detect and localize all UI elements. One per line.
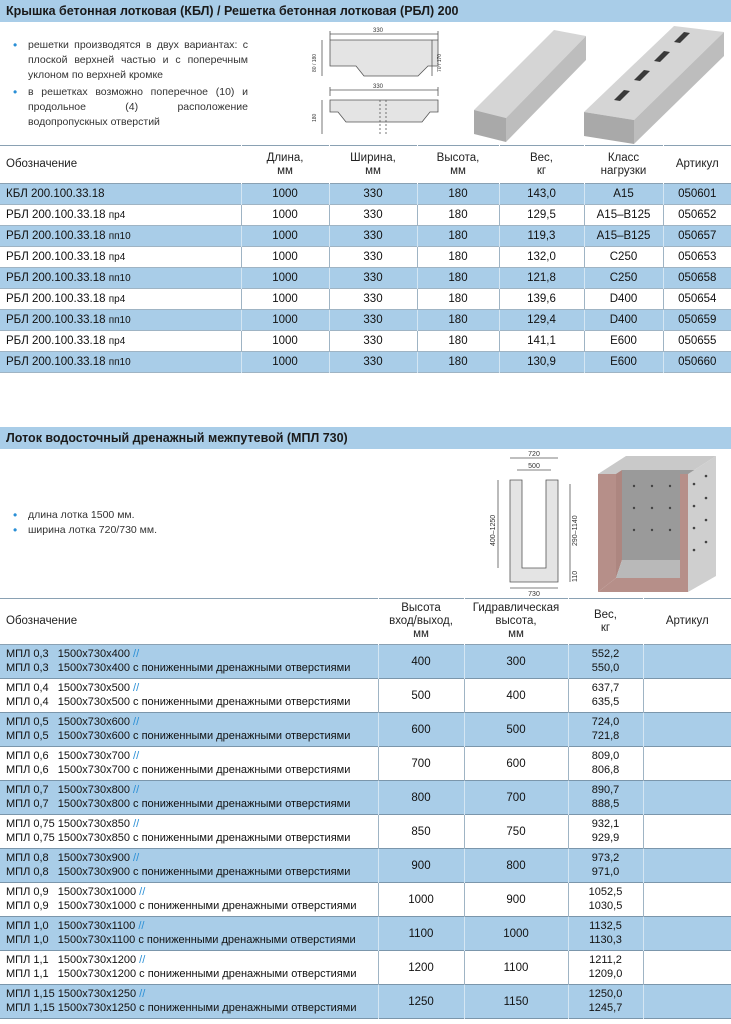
cell-article bbox=[643, 985, 731, 1019]
table-row bbox=[0, 268, 731, 289]
cell-length: 1000 bbox=[241, 289, 329, 310]
col-length: Длина, мм bbox=[241, 146, 329, 184]
cell-article bbox=[643, 781, 731, 815]
cell-height: 180 bbox=[417, 247, 499, 268]
cell-length: 1000 bbox=[241, 184, 329, 205]
top-width-dim: 720 bbox=[528, 451, 540, 458]
top-width-dim: 330 bbox=[372, 28, 384, 34]
table-header-row bbox=[0, 599, 731, 645]
cell-width: 330 bbox=[329, 289, 417, 310]
cell-article: 050655 bbox=[663, 331, 731, 352]
col-height: Высота вход/выход, мм bbox=[378, 599, 464, 645]
bottom-left-dim: 180 bbox=[312, 113, 318, 122]
cell-height: 180 bbox=[417, 331, 499, 352]
cell-width: 330 bbox=[329, 352, 417, 373]
section1-title: Крышка бетонная лотковая (КБЛ) / Решетка бетонная лотковая (РБЛ) 200 bbox=[0, 0, 731, 22]
cell-designation: МПЛ 0,8 1500х730х900 // МПЛ 0,8 1500х730х900 с пониженными дренажными отверстиями bbox=[0, 849, 378, 883]
cell-height: 180 bbox=[417, 310, 499, 331]
cell-height: 700 bbox=[378, 747, 464, 781]
channel-spec-table bbox=[0, 598, 731, 1019]
cell-class: E600 bbox=[584, 352, 663, 373]
cell-height: 600 bbox=[378, 713, 464, 747]
cell-length: 1000 bbox=[241, 331, 329, 352]
cell-class: E600 bbox=[584, 331, 663, 352]
cell-designation: РБЛ 200.100.33.18 пп10 bbox=[0, 310, 241, 331]
cell-class: C250 bbox=[584, 247, 663, 268]
cell-designation: МПЛ 0,3 1500х730х400 // МПЛ 0,3 1500х730х400 с пониженными дренажными отверстиями bbox=[0, 645, 378, 679]
col-article: Артикул bbox=[663, 146, 731, 184]
cell-weight: 139,6 bbox=[499, 289, 584, 310]
cell-height: 180 bbox=[417, 205, 499, 226]
col-article: Артикул bbox=[643, 599, 731, 645]
cell-designation: КБЛ 200.100.33.18 bbox=[0, 184, 241, 205]
cell-weight: 809,0 806,8 bbox=[568, 747, 643, 781]
bullet-item: • решетки производятся в двух вариантах: с плоской верхней частью и с поперечным уклоном по верхней кромке bbox=[13, 38, 248, 81]
cell-article: 050652 bbox=[663, 205, 731, 226]
cell-designation: РБЛ 200.100.33.18 пп10 bbox=[0, 352, 241, 373]
col-width: Ширина, мм bbox=[329, 146, 417, 184]
cell-class: C250 bbox=[584, 268, 663, 289]
cell-weight: 552,2 550,0 bbox=[568, 645, 643, 679]
bullet-item: • ширина лотка 720/730 мм. bbox=[13, 523, 158, 537]
table-row bbox=[0, 226, 731, 247]
cell-width: 330 bbox=[329, 247, 417, 268]
table-row bbox=[0, 713, 731, 747]
channel-section-drawing bbox=[486, 450, 582, 596]
section2-bullets bbox=[8, 508, 248, 538]
cell-width: 330 bbox=[329, 226, 417, 247]
cell-class: A15–B125 bbox=[584, 205, 663, 226]
table-row bbox=[0, 985, 731, 1019]
cell-hydraulic-height: 1000 bbox=[464, 917, 568, 951]
col-height: Высота, мм bbox=[417, 146, 499, 184]
cell-designation: МПЛ 1,1 1500х730х1200 // МПЛ 1,1 1500х730х1200 с пониженными дренажными отверстиями bbox=[0, 951, 378, 985]
cell-weight: 973,2 971,0 bbox=[568, 849, 643, 883]
cell-weight: 637,7 635,5 bbox=[568, 679, 643, 713]
cell-designation: РБЛ 200.100.33.18 пр4 bbox=[0, 205, 241, 226]
cell-length: 1000 bbox=[241, 352, 329, 373]
cell-height: 400 bbox=[378, 645, 464, 679]
bullet-dot-icon: • bbox=[13, 38, 18, 52]
cell-designation: МПЛ 1,0 1500х730х1100 // МПЛ 1,0 1500х730х1100 с пониженными дренажными отверстиями bbox=[0, 917, 378, 951]
table-row bbox=[0, 815, 731, 849]
grate-3d-image bbox=[578, 22, 730, 146]
cell-article: 050659 bbox=[663, 310, 731, 331]
bottom-height-dim: 110 bbox=[572, 570, 579, 582]
inner-width-dim: 500 bbox=[528, 463, 540, 470]
cell-article bbox=[643, 679, 731, 713]
cell-hydraulic-height: 500 bbox=[464, 713, 568, 747]
cell-weight: 121,8 bbox=[499, 268, 584, 289]
cell-weight: 129,4 bbox=[499, 310, 584, 331]
cell-weight: 932,1 929,9 bbox=[568, 815, 643, 849]
cell-weight: 890,7 888,5 bbox=[568, 781, 643, 815]
section1-bullets bbox=[8, 38, 248, 130]
cell-height: 1200 bbox=[378, 951, 464, 985]
cell-article: 050601 bbox=[663, 184, 731, 205]
cell-hydraulic-height: 1100 bbox=[464, 951, 568, 985]
cell-hydraulic-height: 900 bbox=[464, 883, 568, 917]
cell-article: 050653 bbox=[663, 247, 731, 268]
cell-length: 1000 bbox=[241, 268, 329, 289]
cell-weight: 1211,2 1209,0 bbox=[568, 951, 643, 985]
table-row bbox=[0, 645, 731, 679]
cell-weight: 119,3 bbox=[499, 226, 584, 247]
top-left-dim: 80 / 180 bbox=[312, 53, 318, 72]
bottom-width-dim: 330 bbox=[372, 84, 384, 90]
cell-height: 180 bbox=[417, 289, 499, 310]
cell-designation: МПЛ 0,75 1500х730х850 // МПЛ 0,75 1500х730х850 с пониженными дренажными отверстиями bbox=[0, 815, 378, 849]
cell-article bbox=[643, 645, 731, 679]
cell-weight: 1250,0 1245,7 bbox=[568, 985, 643, 1019]
cell-length: 1000 bbox=[241, 226, 329, 247]
cell-weight: 132,0 bbox=[499, 247, 584, 268]
cell-designation: МПЛ 0,5 1500х730х600 // МПЛ 0,5 1500х730х600 с пониженными дренажными отверстиями bbox=[0, 713, 378, 747]
table-row bbox=[0, 247, 731, 268]
table-row bbox=[0, 781, 731, 815]
col-class: Класс нагрузки bbox=[584, 146, 663, 184]
top-right-dim: 70 / 170 bbox=[437, 53, 443, 72]
cell-class: D400 bbox=[584, 310, 663, 331]
cell-hydraulic-height: 750 bbox=[464, 815, 568, 849]
bullet-item: • в решетках возможно поперечное (10) и продольное (4) расположение водопропускных отверстий bbox=[13, 85, 248, 128]
cell-weight: 143,0 bbox=[499, 184, 584, 205]
table-row bbox=[0, 289, 731, 310]
cell-designation: МПЛ 0,6 1500х730х700 // МПЛ 0,6 1500х730х700 с пониженными дренажными отверстиями bbox=[0, 747, 378, 781]
cover-3d-image bbox=[470, 26, 588, 144]
table-row bbox=[0, 352, 731, 373]
section2-title: Лоток водосточный дренажный межпутевой (МПЛ 730) bbox=[0, 427, 731, 449]
cell-length: 1000 bbox=[241, 247, 329, 268]
col-weight: Вес, кг bbox=[568, 599, 643, 645]
table-row bbox=[0, 310, 731, 331]
table-row bbox=[0, 917, 731, 951]
cell-height: 180 bbox=[417, 184, 499, 205]
table-header-row bbox=[0, 146, 731, 184]
cell-width: 330 bbox=[329, 205, 417, 226]
cell-designation: РБЛ 200.100.33.18 пр4 bbox=[0, 289, 241, 310]
cell-article: 050657 bbox=[663, 226, 731, 247]
cell-article bbox=[643, 917, 731, 951]
bullet-dot-icon: • bbox=[13, 85, 18, 99]
grate-spec-table bbox=[0, 145, 731, 373]
cell-width: 330 bbox=[329, 310, 417, 331]
channel-3d-image bbox=[594, 450, 720, 596]
cell-designation: РБЛ 200.100.33.18 пр4 bbox=[0, 247, 241, 268]
cell-article bbox=[643, 883, 731, 917]
table-row bbox=[0, 849, 731, 883]
cell-designation: МПЛ 0,4 1500х730х500 // МПЛ 0,4 1500х730х500 с пониженными дренажными отверстиями bbox=[0, 679, 378, 713]
cell-designation: РБЛ 200.100.33.18 пп10 bbox=[0, 226, 241, 247]
cell-article bbox=[643, 713, 731, 747]
cell-weight: 724,0 721,8 bbox=[568, 713, 643, 747]
cell-hydraulic-height: 800 bbox=[464, 849, 568, 883]
table-row bbox=[0, 205, 731, 226]
cell-class: A15 bbox=[584, 184, 663, 205]
cell-height: 180 bbox=[417, 226, 499, 247]
cell-designation: РБЛ 200.100.33.18 пп10 bbox=[0, 268, 241, 289]
cell-height: 1250 bbox=[378, 985, 464, 1019]
cell-article: 050658 bbox=[663, 268, 731, 289]
table-row bbox=[0, 679, 731, 713]
bullet-item: • длина лотка 1500 мм. bbox=[13, 508, 135, 522]
bullet-dot-icon: • bbox=[13, 508, 18, 522]
cell-height: 180 bbox=[417, 268, 499, 289]
bullet-dot-icon: • bbox=[13, 523, 18, 537]
cell-length: 1000 bbox=[241, 205, 329, 226]
cell-hydraulic-height: 600 bbox=[464, 747, 568, 781]
col-weight: Вес, кг bbox=[499, 146, 584, 184]
cell-article bbox=[643, 815, 731, 849]
cell-designation: МПЛ 0,7 1500х730х800 // МПЛ 0,7 1500х730х800 с пониженными дренажными отверстиями bbox=[0, 781, 378, 815]
cell-designation: МПЛ 0,9 1500х730х1000 // МПЛ 0,9 1500х730х1000 с пониженными дренажными отверстиями bbox=[0, 883, 378, 917]
cell-weight: 129,5 bbox=[499, 205, 584, 226]
cell-width: 330 bbox=[329, 268, 417, 289]
cell-hydraulic-height: 1150 bbox=[464, 985, 568, 1019]
table-row bbox=[0, 883, 731, 917]
cell-weight: 1132,5 1130,3 bbox=[568, 917, 643, 951]
table-row bbox=[0, 331, 731, 352]
height-right-dim: 290–1140 bbox=[572, 515, 579, 546]
grate-section-drawing bbox=[306, 26, 448, 138]
cell-height: 800 bbox=[378, 781, 464, 815]
cell-article bbox=[643, 849, 731, 883]
cell-width: 330 bbox=[329, 184, 417, 205]
cell-designation: МПЛ 1,15 1500х730х1250 // МПЛ 1,15 1500х730х1250 с пониженными дренажными отверстиями bbox=[0, 985, 378, 1019]
cell-height: 900 bbox=[378, 849, 464, 883]
height-left-dim: 400–1250 bbox=[490, 514, 497, 546]
bottom-width-dim: 730 bbox=[528, 591, 540, 596]
cell-class: D400 bbox=[584, 289, 663, 310]
cell-height: 1100 bbox=[378, 917, 464, 951]
cell-length: 1000 bbox=[241, 310, 329, 331]
col-designation: Обозначение bbox=[6, 615, 78, 627]
cell-hydraulic-height: 400 bbox=[464, 679, 568, 713]
cell-weight: 1052,5 1030,5 bbox=[568, 883, 643, 917]
col-designation: Обозначение bbox=[6, 158, 78, 170]
cell-article bbox=[643, 951, 731, 985]
col-hydraulic-height: Гидравлическая высота, мм bbox=[464, 599, 568, 645]
cell-hydraulic-height: 700 bbox=[464, 781, 568, 815]
cell-height: 1000 bbox=[378, 883, 464, 917]
cell-article: 050660 bbox=[663, 352, 731, 373]
cell-height: 180 bbox=[417, 352, 499, 373]
cell-weight: 141,1 bbox=[499, 331, 584, 352]
cell-article bbox=[643, 747, 731, 781]
cell-hydraulic-height: 300 bbox=[464, 645, 568, 679]
cell-weight: 130,9 bbox=[499, 352, 584, 373]
cell-article: 050654 bbox=[663, 289, 731, 310]
table-row bbox=[0, 747, 731, 781]
cell-width: 330 bbox=[329, 331, 417, 352]
cell-height: 850 bbox=[378, 815, 464, 849]
cell-designation: РБЛ 200.100.33.18 пр4 bbox=[0, 331, 241, 352]
cell-height: 500 bbox=[378, 679, 464, 713]
table-row bbox=[0, 184, 731, 205]
table-row bbox=[0, 951, 731, 985]
cell-class: A15–B125 bbox=[584, 226, 663, 247]
